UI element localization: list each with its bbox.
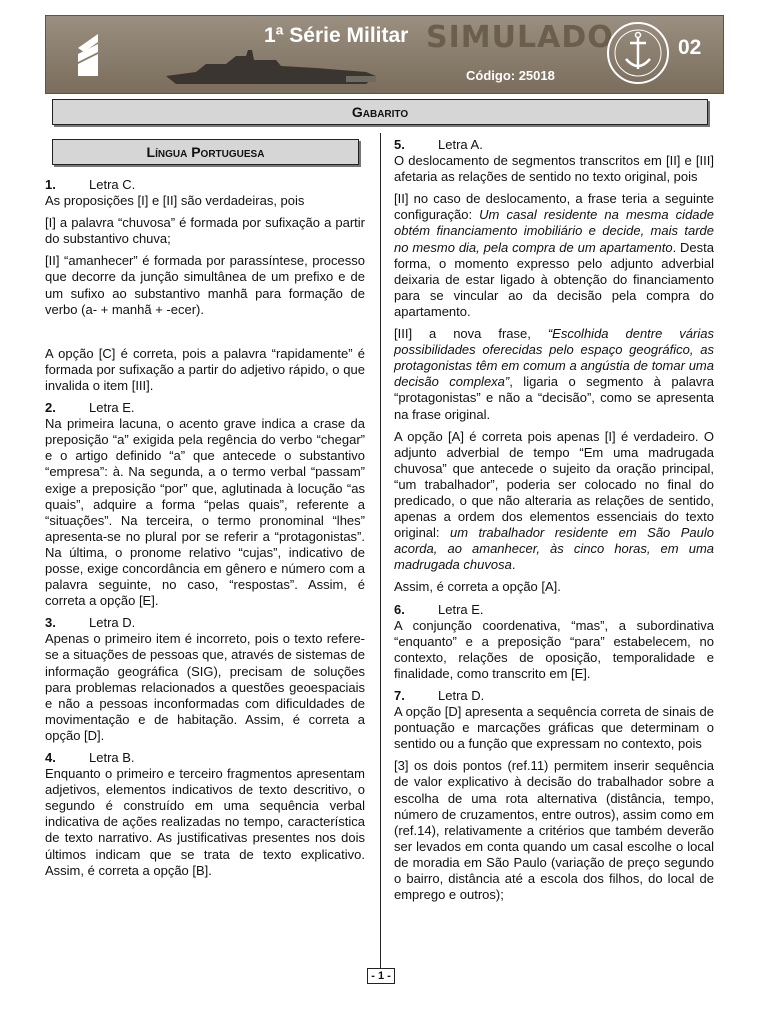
text-run: . [511,557,516,573]
paragraph: Assim, é correta a opção [A]. [394,579,561,595]
naval-seal-icon [606,21,670,85]
text-run: [III] a nova frase, [394,326,548,342]
question-number: 5. [394,137,405,152]
paragraph: A conjunção coordenativa, “mas”, a subordinativa “enquanto” e a preposição “para” estabelecem, no contexto, relações de oposição, temporalidade e finalidade, como transcrito em [E]. [394,617,714,681]
question-number: 7. [394,688,405,703]
answer-label: Letra D. [438,688,485,703]
question-number: 3. [45,615,56,631]
page-number: - 1 - [367,968,395,984]
question-number: 4. [45,750,56,765]
text-run: [II] no caso de deslocamento, a frase teria a seguinte configuração: [394,191,714,223]
paragraph [394,429,714,574]
question-header [45,750,365,766]
section-title: Língua Portuguesa [52,139,359,165]
question-header [394,602,714,618]
gabarito-title: Gabarito [52,99,708,125]
series-title: 1ª Série Militar [264,24,409,47]
answer-label: Letra E. [438,601,484,617]
paragraph: O deslocamento de segmentos transcritos em [II] e [III] afetaria as relações de sentido no texto original, pois [394,153,714,185]
question-header [45,400,365,416]
paragraph: Enquanto o primeiro e terceiro fragmentos apresentam adjetivos, elementos indicativos de texto descritivo, o segundo é construído em uma sequência verbal indicativa de ações realizadas no tempo, característica de texto narrativo. As justificativas presentes nos dois últimos indicam que se trata de texto explicativo. Assim, é correta a opção [B]. [45,766,365,878]
paragraph: Na primeira lacuna, o acento grave indica a crase da preposição “a” exigida pela regência do verbo “chegar” e o artigo definido “a” que antecede o substantivo “empresa”: à. Na segunda, a o termo verbal “passam” exige a preposição “por” que, aglutinada à locução “as quais”, adquire a forma “pelas quais”, referente a “situações”. Na terceira, o termo pronominal “lhes” apresenta-se no plural por se referir a “protagonistas”. Na última, o pronome relativo “cujas”, indicativo de posse, exige concordância em gênero e número com a palavra seguinte, no caso, “respostas”. Assim, é correta a opção [E]. [45,416,365,609]
column-divider [380,133,381,971]
question-number: 2. [45,400,56,416]
paragraph: [II] “amanhecer” é formada por parassíntese, processo que decorre da junção simultânea de um prefixo e de um sufixo ao substantivo manhã para formação de verbo (a- + manhã + -ecer). [45,253,365,317]
paragraph: [3] os dois pontos (ref.11) permitem inserir sequência de valor explicativo à decisão do trabalhador sobre a escolha de uma rota alternativa (distância, tempo, número de cruzamentos, entre outros), assim como em (ref.14), relativamente a critérios que também deverão ser levados em conta quando um casal escolhe o local de moradia em São Paulo (variação de preço segundo o bairro, distância até a escola dos filhos, do local de emprego e outros); [394,758,714,903]
question-header [45,177,365,193]
italic-quote: “Escolhida dentre várias possibilidades oferecidas pelo espaço geográfico, as protagonistas têm em comum a angústia de tomar uma decisão complexa” [394,326,714,390]
question-header [394,137,714,153]
text-run: A opção [A] é correta pois apenas [I] é verdadeiro. O adjunto adverbial de tempo “Em uma madrugada chuvosa” que antecede o sujeito da oração principal, “um trabalhador”, poderia ser colocado no final do predicado, o que não alteraria as relações de sentido, apenas a ordem dos elementos essenciais do texto original: [394,428,714,541]
question-header [45,615,365,631]
paragraph: Apenas o primeiro item é incorreto, pois o texto refere-se a situações de pessoas que, através de sistemas de informação geográfica (SIG), precisam de soluções para problemas relacionados a questões geoespaciais e não a pessoas inconformadas com dificuldades de movimentação e de habitação. Assim, é correta a opção [D]. [45,631,365,743]
exam-code: Código: 25018 [466,68,555,83]
paragraph: As proposições [I] e [II] são verdadeiras, pois [45,193,305,209]
question-number: 1. [45,177,56,192]
text-run: , ligaria o segmento à palavra “protagonistas” e não a “decisão”, como se apresenta na frase original. [394,374,714,422]
question-header [394,688,714,704]
exam-number: 02 [678,36,702,59]
school-logo-icon [76,30,100,80]
answer-label: Letra D. [89,615,136,631]
answer-label: Letra A. [438,137,483,152]
right-column [394,137,714,909]
paragraph: A opção [C] é correta, pois a palavra “rapidamente” é formada por sufixação a partir do adjetivo rápido, o que invalida o item [III]. [45,345,365,393]
italic-quote: um trabalhador residente em São Paulo acorda, ao amanhecer, às cinco horas, em uma madrugada chuvosa [394,525,714,573]
paragraph [394,191,714,320]
answer-label: Letra E. [89,400,135,416]
warship-silhouette-icon [166,46,376,86]
simulado-label: SIMULADO [426,20,614,55]
header-banner [45,15,724,94]
italic-quote: Um casal residente na mesma cidade obtém financiamento imobiliário e decide, mais tarde no mesmo dia, pela compra de um apartamento [394,207,714,255]
text-run: . Desta forma, o momento expresso pelo adjunto adverbial deixaria de estar ligado à obtenção do financiamento para se vincular ao da decisão pela compra do apartamento. [394,239,715,319]
paragraph: [I] a palavra “chuvosa” é formada por sufixação a partir do substantivo chuva; [45,215,365,247]
paragraph [394,326,714,423]
paragraph: A opção [D] apresenta a sequência correta de sinais de pontuação e marcações gráficas que determinam o sentido ou a função que expressam no contexto, pois [394,704,714,752]
question-number: 6. [394,601,405,617]
answer-label: Letra C. [89,177,136,192]
answer-label: Letra B. [89,750,135,765]
left-column [45,177,365,885]
